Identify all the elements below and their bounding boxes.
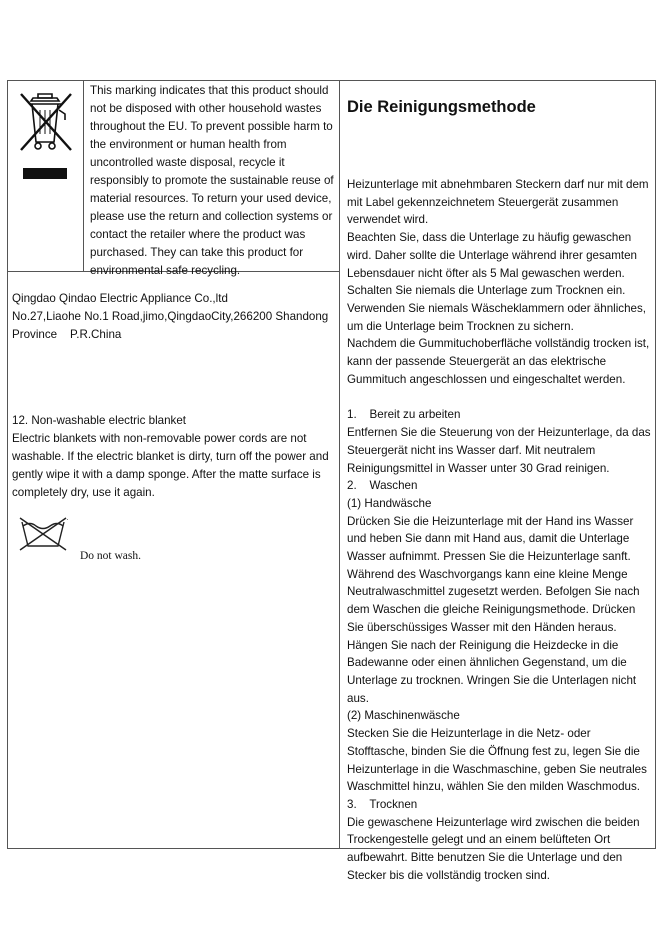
- weee-icon-cell: [7, 80, 84, 272]
- step-text: Die gewaschene Heizunterlage wird zwischen die beiden Trockengestelle gelegt und an einem belüfteten Ort aufbewahrt. Bitte benutzen Sie die Unterlage und den Stecker bis die vollständig trocken sind.: [347, 815, 640, 882]
- cleaning-steps: [347, 406, 653, 884]
- intro-paragraph: Heizunterlage mit abnehmbaren Steckern darf nur mit dem mit Label gekennzeichnetem Steuergerät zusammen verwendet wird.: [347, 178, 649, 227]
- section-heading: 12. Non-washable electric blanket: [12, 414, 187, 427]
- step-heading: 2. Waschen: [347, 479, 418, 493]
- address-line: No.27,Liaohe No.1 Road,jimo,QingdaoCity,266200 Shandong: [12, 310, 329, 323]
- intro-paragraph: Nachdem die Gummituchoberfläche vollständig trocken ist, kann der passende Steuergerät an das elektrische Gummituch angeschlossen und eingeschaltet werden.: [347, 337, 650, 386]
- crossed-out-wheelie-bin-icon: [7, 80, 84, 272]
- step-heading: 1. Bereit zu arbeiten: [347, 408, 461, 422]
- step-heading: 3. Trocknen: [347, 797, 418, 811]
- manufacturer-address: [12, 290, 334, 344]
- non-washable-section: [12, 412, 334, 502]
- address-line: Province P.R.China: [12, 328, 122, 341]
- do-not-wash-label: Do not wash.: [80, 550, 142, 562]
- cleaning-method-column: [347, 96, 653, 884]
- section-body: Electric blankets with non-removable power cords are not washable. If the electric blanket is dirty, turn off the power and gently wipe it with a damp sponge. After the matte surface is completely dry, use it again.: [12, 432, 329, 499]
- cleaning-title: Die Reinigungsmethode: [347, 98, 536, 116]
- do-not-wash-icon: [14, 510, 74, 554]
- svg-text:·: ·: [66, 515, 69, 524]
- address-line: Qingdao Qindao Electric Appliance Co.,ltd: [12, 292, 228, 305]
- step-text: Drücken Sie die Heizunterlage mit der Hand ins Wasser und heben Sie dann mit Hand aus, damit die Unterlage Wasser aufnimmt. Pressen Sie die Heizunterlage sanft. Während des Waschvorgangs kann eine kleine Menge Neutralwaschmittel zugesetzt werden. Befolgen Sie nach dem Waschen die gleiche Reinigungsmethode. Drücken Sie überschüssiges Wasser mit den Händen heraus. Hängen Sie nach der Reinigung die Heizdecke in die Badewanne oder einen ähnlichen Gegenstand, um die Unterlage zu trocknen. Wringen Sie die Unterlagen nicht aus.: [347, 514, 640, 705]
- intro-paragraph: Beachten Sie, dass die Unterlage zu häufig gewaschen wird. Daher sollte die Unterlage während ihrer gesamten Lebensdauer nicht öfter als 5 Mal gewaschen werden. Schalten Sie niemals die Unterlage zum Trocknen ein. Verwenden Sie niemals Wäscheklammern oder ähnliches, um die Unterlage beim Trocknen zu sichern.: [347, 231, 647, 333]
- step-text: Entfernen Sie die Steuerung von der Heizunterlage, da das Steuergerät nicht ins Wasser darf. Mit neutralem Reinigungsmittel in Wasser unter 30 Grad reinigen.: [347, 426, 651, 475]
- substep-heading: (1) Handwäsche: [347, 496, 432, 510]
- cleaning-intro: [347, 176, 653, 388]
- substep-heading: (2) Maschinenwäsche: [347, 709, 460, 723]
- weee-notice-text: This marking indicates that this product should not be disposed with other household wastes throughout the EU. To prevent possible harm to the environment or human health from uncontrolled waste disposal, recycle it responsibly to promote the sustainable reuse of material resources. To return your used device, please use the return and collection systems or contact the retailer where the product was purchased. They can take this product for environmental safe recycling.: [90, 84, 334, 277]
- step-text: Stecken Sie die Heizunterlage in die Netz- oder Stofftasche, binden Sie die Öffnung fest zu, legen Sie die Heizunterlage in die Waschmaschine, geben Sie neutrales Waschmittel hinzu, wählen Sie den milden Waschmodus.: [347, 727, 647, 794]
